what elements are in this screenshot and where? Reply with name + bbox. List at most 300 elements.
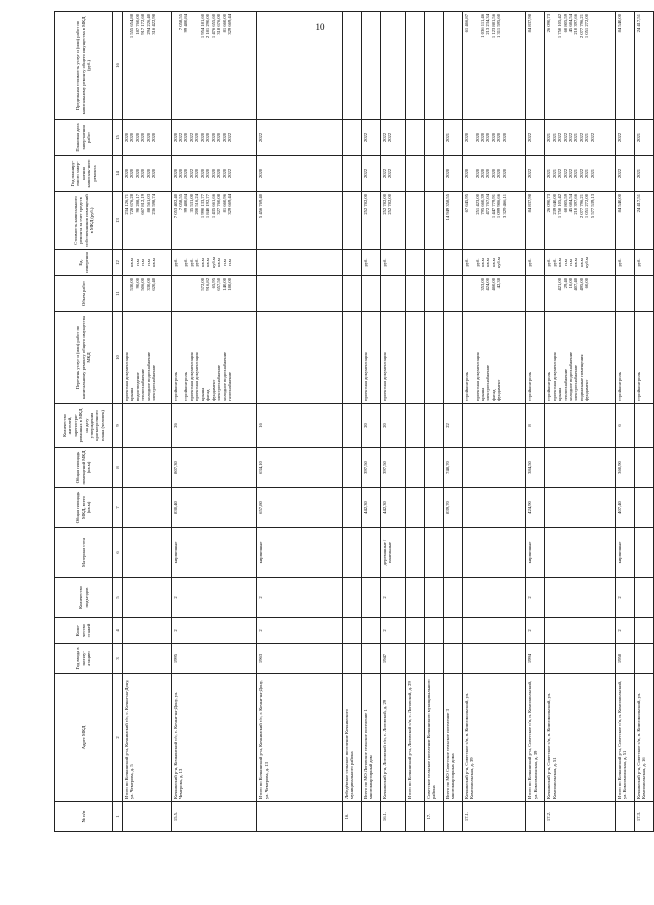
planned-date-cell-line: 2020 — [501, 132, 507, 143]
premises-area-cell — [462, 448, 525, 488]
cost-cell-line: 84 540,00 — [617, 194, 622, 213]
row-number-cell — [257, 802, 343, 832]
residents-cell — [462, 404, 525, 448]
volume-cell — [526, 276, 545, 312]
entrances-cell — [123, 578, 172, 618]
completion-year-cell-line: 2020 — [210, 168, 216, 179]
cost-cell-line: 234 126,71 — [124, 194, 129, 215]
planned-date-cell — [171, 120, 257, 156]
completion-year-cell-line: 2020 — [221, 168, 227, 179]
works-cell-line: холодное водоснабжение — [567, 351, 573, 401]
unit-cell — [342, 250, 361, 276]
completion-year-cell-line: 2022 — [562, 168, 568, 179]
year-cell — [361, 644, 380, 674]
cost-cell-line: 2 077 796,21 — [578, 194, 584, 219]
unit-cell-line: п.м — [567, 259, 573, 266]
header-cell: Предельная стоимость услуг и (или) работ по капитальному ремонту общего имущества в МКД (руб.) — [55, 12, 113, 120]
unit-cell-line: п.м — [134, 259, 140, 266]
floors-cell — [405, 618, 424, 644]
total-area-cell: 442,30 — [380, 488, 405, 528]
volume-cell-line — [617, 278, 622, 309]
row-number-cell — [526, 802, 545, 832]
volume-cell-line: 506,00 — [140, 278, 146, 291]
unit-cell-line: кв.м — [129, 258, 135, 267]
limit-cost-cell-line: 917 172,68 — [140, 14, 146, 35]
planned-date-cell-line: 2021 — [584, 132, 590, 143]
completion-year-cell — [545, 156, 616, 192]
works-cell-line: электроснабжение — [151, 364, 157, 401]
unit-cell-line: п.м — [221, 259, 227, 266]
unit-cell-line: руб. — [617, 258, 622, 267]
repair-plan-table — [54, 11, 654, 832]
floors-cell — [443, 618, 462, 644]
cost-cell-line: 1 990 133,77 — [199, 194, 205, 219]
column-number: 5 — [113, 578, 123, 618]
completion-year-cell — [424, 156, 443, 192]
limit-cost-cell-line: 45 684,54 — [567, 14, 573, 33]
unit-cell-line: руб. — [172, 258, 178, 267]
completion-year-cell-line: 2022 — [578, 168, 584, 179]
volume-cell-line — [382, 278, 387, 309]
cost-cell-line: 88 561,03 — [145, 194, 151, 213]
planned-date-cell-line: 2020 — [216, 132, 222, 143]
entrances-cell — [424, 578, 443, 618]
wall-material-cell — [462, 528, 525, 578]
cost-cell — [123, 192, 172, 250]
row-number-cell: 15.5. — [171, 802, 257, 832]
limit-cost-cell-line: 294 226,40 — [145, 14, 151, 35]
wall-material-cell: деревянные / панельные — [380, 528, 405, 578]
limit-cost-cell — [635, 12, 654, 120]
planned-date-cell-line: 2021 — [551, 132, 557, 143]
completion-year-cell-line: 2021 — [589, 168, 595, 179]
works-cell-line: стройконтроль — [636, 372, 642, 401]
unit-cell-line: кв.м — [485, 258, 491, 267]
entrances-cell — [342, 578, 361, 618]
works-cell-line: крыша — [557, 387, 563, 401]
address-cell: Кочкинский р-н, Советское с/п, п. Комсомольский, ул. Комсомольская, д. 51 — [545, 674, 616, 802]
works-cell-line: фундамент — [584, 379, 590, 401]
limit-cost-cell — [616, 12, 635, 120]
row-number-cell: 16. — [342, 802, 361, 832]
table-row — [361, 12, 380, 832]
unit-cell-line: руб. — [474, 258, 480, 267]
completion-year-cell-line: 2021 — [546, 168, 552, 179]
works-cell — [257, 312, 343, 404]
completion-year-cell-line: 2022 — [557, 168, 563, 179]
cost-cell-line: 239 640,00 — [551, 194, 557, 215]
floors-cell: 2 — [257, 618, 343, 644]
volume-cell — [462, 276, 525, 312]
planned-date-cell-line: 2020 — [145, 132, 151, 143]
volume-cell-line: 495,00 — [578, 278, 584, 291]
completion-year-cell — [635, 156, 654, 192]
limit-cost-cell-line: 213 234,34 — [485, 14, 491, 35]
planned-date-cell — [635, 120, 654, 156]
unit-cell-line: руб. — [546, 258, 552, 267]
works-cell-line: электроснабжение — [216, 364, 222, 401]
volume-cell — [635, 276, 654, 312]
completion-year-cell-line: 2022 — [362, 168, 368, 179]
address-cell: Кочкинский р-н, Кочкинский с/с, с. Кочки-на-Дону, ул. Чемерова, д. 13 — [171, 674, 257, 802]
total-area-cell: 839,70 — [443, 488, 462, 528]
row-number-cell: 17.1. — [462, 802, 525, 832]
volume-cell-line: 657,50 — [216, 278, 222, 291]
total-area-cell: 407,40 — [616, 488, 635, 528]
volume-cell-line: 180,00 — [226, 278, 232, 291]
residents-cell — [545, 404, 616, 448]
entrances-cell: 2 — [526, 578, 545, 618]
premises-area-cell: 397,50 — [361, 448, 380, 488]
volume-cell-line — [636, 278, 641, 309]
unit-cell — [257, 250, 343, 276]
address-cell: Кочкинский р-н, Советское с/п, п. Комсомольский, ул. Комсомольская, д. 16 — [635, 674, 654, 802]
header-cell: Общая площадь МКД, всего (кв.м) — [55, 488, 113, 528]
works-cell-line: электроснабжение — [485, 364, 491, 401]
residents-cell — [123, 404, 172, 448]
year-cell — [405, 644, 424, 674]
works-cell-line: проектная документация — [381, 352, 387, 401]
address-cell: Советское сельское поселение Кочкинского муниципального района — [424, 674, 443, 802]
unit-cell-line: руб. — [183, 258, 189, 267]
cost-cell — [424, 192, 443, 250]
unit-cell-line: кв.м — [205, 258, 211, 267]
completion-year-cell-line: 2020 — [480, 168, 486, 179]
address-cell: Итого по Кочкинский р-н, Кочкинский с/с, г. Кочки-на-Дону, ул. Чемерова, д. 13 — [257, 674, 343, 802]
wall-material-cell — [635, 528, 654, 578]
table-row — [380, 12, 405, 832]
completion-year-cell-line: 2022 — [387, 168, 393, 179]
row-number-cell — [443, 802, 462, 832]
limit-cost-cell-line: 316 422,98 — [151, 14, 157, 35]
table-row — [462, 12, 525, 832]
planned-date-cell-line: 2022 — [226, 132, 232, 143]
floors-cell — [123, 618, 172, 644]
row-number-cell: 17.3. — [635, 802, 654, 832]
cost-cell — [405, 192, 424, 250]
entrances-cell: 2 — [616, 578, 635, 618]
planned-date-cell-line: 2021 — [546, 132, 552, 143]
planned-date-cell-line: 2022 — [589, 132, 595, 143]
planned-date-cell-line: 2020 — [485, 132, 491, 143]
limit-cost-cell-line: 1 123 881,56 — [490, 14, 496, 39]
column-number: 2 — [113, 674, 123, 802]
year-cell — [123, 644, 172, 674]
premises-area-cell — [405, 448, 424, 488]
table-row — [635, 12, 654, 832]
residents-cell: 16 — [257, 404, 343, 448]
cost-cell-line: 200 516,24 — [194, 194, 200, 215]
header-cell: Ед. измерения — [55, 250, 113, 276]
header-cell: Адрес МКД — [55, 674, 113, 802]
table-row — [257, 12, 343, 832]
entrances-cell — [405, 578, 424, 618]
total-area-cell: 442,30 — [361, 488, 380, 528]
unit-cell-line: руб. — [362, 258, 368, 267]
planned-date-cell-line: 2022 — [617, 132, 622, 143]
planned-date-cell-line: 2022 — [188, 132, 194, 143]
completion-year-cell-line: 2020 — [129, 168, 135, 179]
cost-cell-line: 210 397,66 — [573, 194, 579, 215]
completion-year-cell — [257, 156, 343, 192]
year-cell: 1947 — [380, 644, 405, 674]
works-cell-line: теплоснабжение — [140, 368, 146, 401]
limit-cost-cell-line: 60 805,59 — [562, 14, 568, 33]
works-cell — [342, 312, 361, 404]
planned-date-cell-line: 2021 — [573, 132, 579, 143]
unit-cell-line: п.м — [140, 259, 146, 266]
planned-date-cell — [342, 120, 361, 156]
planned-date-cell-line: 2020 — [129, 132, 135, 143]
completion-year-cell-line: 2021 — [636, 168, 642, 179]
floors-cell — [361, 618, 380, 644]
page-number: 10 — [315, 22, 325, 32]
cost-cell-line: 327 760,08 — [216, 194, 222, 215]
total-area-cell — [342, 488, 361, 528]
unit-cell — [545, 250, 616, 276]
limit-cost-cell-line: 99 480,84 — [183, 14, 189, 33]
premises-area-cell — [545, 448, 616, 488]
residents-cell: 22 — [443, 404, 462, 448]
volume-cell-line: 421,00 — [557, 278, 563, 291]
column-number: 12 — [113, 250, 123, 276]
premises-area-cell: 397,50 — [380, 448, 405, 488]
premises-area-cell: 360,90 — [616, 448, 635, 488]
limit-cost-cell-line: 2 077 796,21 — [578, 14, 584, 39]
total-area-cell: 830,40 — [171, 488, 257, 528]
wall-material-cell — [405, 528, 424, 578]
completion-year-cell — [123, 156, 172, 192]
planned-date-cell-line: 2022 — [567, 132, 573, 143]
completion-year-cell-line: 2020 — [194, 168, 200, 179]
works-cell — [171, 312, 257, 404]
year-cell — [545, 644, 616, 674]
floors-cell: 2 — [616, 618, 635, 644]
volume-cell-line: 65,95 — [210, 278, 216, 289]
planned-date-cell-line: 2020 — [199, 132, 205, 143]
cost-cell-line: 26 090,73 — [546, 194, 552, 213]
unit-cell-line: кв.м — [578, 258, 584, 267]
planned-date-cell-line: 2020 — [210, 132, 216, 143]
header-cell: Плановая дата завер-шения работ — [55, 120, 113, 156]
limit-cost-cell-line: 26 090,73 — [546, 14, 552, 33]
floors-cell — [545, 618, 616, 644]
cost-cell-line: 252 782,00 — [362, 194, 368, 215]
total-area-cell — [545, 488, 616, 528]
column-number: 16 — [113, 12, 123, 120]
unit-cell-line: кв.м — [216, 258, 222, 267]
volume-cell — [545, 276, 616, 312]
works-cell-line: электроснабжение — [573, 364, 579, 401]
table-row — [443, 12, 462, 832]
completion-year-cell-line: 2020 — [151, 168, 157, 179]
completion-year-cell-line: 2020 — [134, 168, 140, 179]
completion-year-cell — [616, 156, 635, 192]
table-row — [123, 12, 172, 832]
limit-cost-cell-line: 1 051 272,00 — [584, 14, 590, 39]
table-row — [526, 12, 545, 832]
volume-cell-line: 330,00 — [145, 278, 151, 291]
year-cell — [424, 644, 443, 674]
works-cell-line: стройконтроль — [172, 372, 178, 401]
works-cell-line — [313, 314, 318, 401]
volume-cell — [380, 276, 405, 312]
limit-cost-cell-line: 24 417,51 — [636, 14, 642, 33]
unit-cell-line: куб.м — [496, 257, 502, 268]
works-cell-line: стройконтроль — [527, 372, 533, 401]
cost-cell-line: 45 684,54 — [567, 194, 573, 213]
residents-cell: 6 — [616, 404, 635, 448]
row-number-cell — [123, 802, 172, 832]
unit-cell-line: руб. — [463, 258, 469, 267]
planned-date-cell — [526, 120, 545, 156]
cost-cell-line: 90 288,17 — [134, 194, 140, 213]
year-cell — [462, 644, 525, 674]
completion-year-cell — [361, 156, 380, 192]
planned-date-cell-line: 2022 — [387, 132, 393, 143]
volume-cell-line: 90,00 — [134, 278, 140, 289]
entrances-cell — [361, 578, 380, 618]
wall-material-cell — [424, 528, 443, 578]
cost-cell-line: 252 782,00 — [387, 194, 393, 215]
works-cell-line: фасад — [490, 389, 496, 401]
header-cell: Год ввода в эксплу-атацию — [55, 644, 113, 674]
volume-cell — [361, 276, 380, 312]
completion-year-cell-line: 2020 — [490, 168, 496, 179]
cost-cell-line: 99 480,84 — [183, 194, 189, 213]
volume-cell — [405, 276, 424, 312]
unit-cell-line: кв.м — [480, 258, 486, 267]
completion-year-cell-line: 2021 — [551, 168, 557, 179]
works-cell — [123, 312, 172, 404]
volume-cell-line: 10,00 — [567, 278, 573, 289]
completion-year-cell-line: 2020 — [463, 168, 469, 179]
cost-cell — [635, 192, 654, 250]
column-number: 14 — [113, 156, 123, 192]
planned-date-cell-line: 2020 — [480, 132, 486, 143]
works-cell-line: проектная документация — [188, 352, 194, 401]
wall-material-cell — [443, 528, 462, 578]
volume-cell-line: 916,82 — [205, 278, 211, 291]
floors-cell — [635, 618, 654, 644]
planned-date-cell-line: 2022 — [362, 132, 368, 143]
unit-cell — [123, 250, 172, 276]
limit-cost-cell — [405, 12, 424, 120]
residents-cell: 20 — [380, 404, 405, 448]
unit-cell-line: кв.м — [151, 258, 157, 267]
planned-date-cell — [257, 120, 343, 156]
wall-material-cell — [545, 528, 616, 578]
planned-date-cell-line: 2020 — [140, 132, 146, 143]
header-cell: № п/п — [55, 802, 113, 832]
table-row — [342, 12, 361, 832]
completion-year-cell — [462, 156, 525, 192]
wall-material-cell — [342, 528, 361, 578]
unit-cell-line: руб. — [551, 258, 557, 267]
completion-year-cell-line: 2022 — [226, 168, 232, 179]
address-cell: Лебедёвское сельское поселение Кочкинского муниципального района — [342, 674, 361, 802]
works-cell-line: холодное водоснабжение — [145, 351, 151, 401]
planned-date-cell — [443, 120, 462, 156]
row-number-cell: 17.2. — [545, 802, 616, 832]
cost-cell-line: 1 840 192,77 — [205, 194, 211, 219]
volume-cell-line: 29,40 — [562, 278, 568, 289]
header-cell: Количество жителей, зарегистри-рованных в МКД на дату утверждения краткосрочного плана (человек) — [55, 404, 113, 448]
volume-cell-line: 353,00 — [480, 278, 486, 291]
volume-cell-line: 424,00 — [485, 278, 491, 291]
column-number: 1 — [113, 802, 123, 832]
column-number: 11 — [113, 276, 123, 312]
works-cell-line: газоснабжение — [226, 372, 232, 401]
column-number: 4 — [113, 618, 123, 644]
year-cell — [342, 644, 361, 674]
unit-cell-line: руб. — [527, 258, 533, 267]
completion-year-cell-line: 2020 — [140, 168, 146, 179]
unit-cell — [424, 250, 443, 276]
address-cell: Всего по МО Логовское сельское поселение 1 многоквартирный дом — [361, 674, 380, 802]
unit-cell — [171, 250, 257, 276]
entrances-cell — [635, 578, 654, 618]
address-cell: Итого по Кочкинский р-н, Логовской с/п, с. Логовской, д. 29 — [405, 674, 424, 802]
address-cell: Кочкинский р-н, Логовской с/п, с. Логовской, д. 29 — [380, 674, 405, 802]
limit-cost-cell-line: 84 837,98 — [527, 14, 533, 33]
planned-date-cell — [380, 120, 405, 156]
planned-date-cell-line: 2020 — [205, 132, 211, 143]
completion-year-cell-line: 2020 — [205, 168, 211, 179]
works-cell — [405, 312, 424, 404]
column-number: 9 — [113, 404, 123, 448]
cost-cell-line: 7 053 402,40 — [172, 194, 178, 219]
year-cell: 1963 — [257, 644, 343, 674]
planned-date-cell-line: 2020 — [463, 132, 469, 143]
works-cell — [616, 312, 635, 404]
works-cell — [361, 312, 380, 404]
completion-year-cell — [443, 156, 462, 192]
planned-date-cell-line: 2022 — [178, 132, 183, 143]
unit-cell-line: куб.м — [210, 257, 216, 268]
residents-cell — [424, 404, 443, 448]
unit-cell-line: куб.м — [584, 257, 590, 268]
planned-date-cell — [123, 120, 172, 156]
cost-cell — [526, 192, 545, 250]
cost-cell-line: 67 645,95 — [463, 194, 469, 213]
works-cell-line: проектная документация — [362, 352, 368, 401]
header-cell: Стоимость капитального ремонта за счет средств собственников помещений в МКД (руб.) — [55, 192, 113, 250]
premises-area-cell: 748,70 — [443, 448, 462, 488]
address-cell: Всего по МО Советское сельское поселение 3 многоквартирных дома — [443, 674, 462, 802]
cost-cell-line: 3 329 466,11 — [501, 194, 507, 218]
cost-cell-line: 1 447 779,91 — [490, 194, 496, 219]
row-number-cell — [361, 802, 380, 832]
completion-year-cell-line: 2020 — [172, 168, 178, 179]
column-number: 8 — [113, 448, 123, 488]
completion-year-cell-line: 2020 — [124, 168, 129, 179]
volume-cell-line: 140,00 — [221, 278, 227, 291]
planned-date-cell-line: 2022 — [557, 132, 563, 143]
premises-area-cell — [123, 448, 172, 488]
works-cell-line: крыша — [480, 387, 486, 401]
limit-cost-cell-line: 61 466,87 — [463, 14, 469, 33]
floors-cell: 2 — [380, 618, 405, 644]
total-area-cell — [635, 488, 654, 528]
entrances-cell — [462, 578, 525, 618]
cost-cell-line: 667 812,19 — [140, 194, 146, 215]
planned-date-cell-line: 2020 — [172, 132, 178, 143]
works-cell-line: проектная документация — [474, 352, 480, 401]
volume-cell-line: 620,40 — [151, 278, 157, 291]
works-cell-line: стройконтроль — [617, 372, 622, 401]
table-row — [616, 12, 635, 832]
